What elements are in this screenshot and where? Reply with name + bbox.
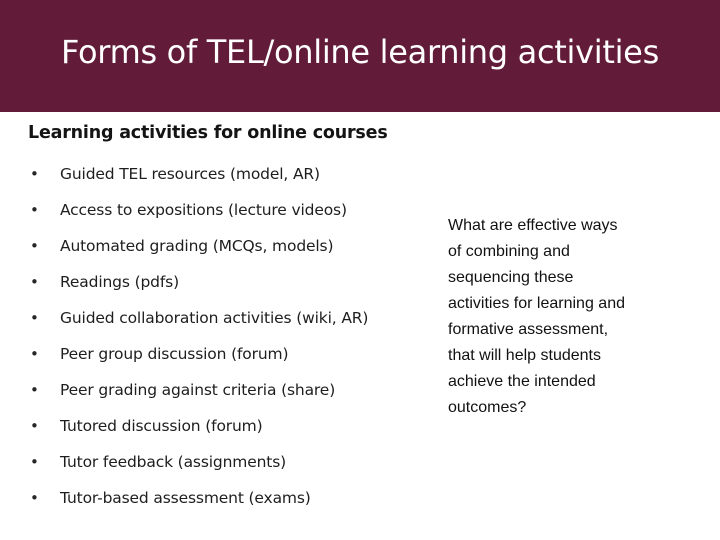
list-item (30, 444, 368, 480)
slide-title: Forms of TEL/online learning activities (61, 33, 659, 71)
section-heading: Learning activities for online courses (28, 123, 388, 143)
list-item-text: Tutor-based assessment (exams) (60, 489, 311, 507)
list-item (30, 336, 368, 372)
list-item (30, 156, 368, 192)
title-bar (0, 0, 720, 112)
list-item-text: Tutored discussion (forum) (60, 417, 263, 435)
list-item (30, 264, 368, 300)
bullet-icon: • (30, 201, 39, 219)
bullet-icon: • (30, 345, 39, 363)
side-question-line: formative assessment, (448, 321, 609, 338)
list-item-text: Peer grading against criteria (share) (60, 381, 336, 399)
bullet-icon: • (30, 237, 39, 255)
bullet-icon: • (30, 273, 39, 291)
list-item-text: Tutor feedback (assignments) (60, 453, 287, 471)
list-item-text: Guided TEL resources (model, AR) (60, 165, 320, 183)
bullet-icon: • (30, 165, 39, 183)
bullet-icon: • (30, 309, 39, 327)
list-item-text: Guided collaboration activities (wiki, AR) (60, 309, 369, 327)
side-question-line: outcomes? (448, 399, 527, 416)
bullet-icon: • (30, 453, 39, 471)
list-item (30, 192, 368, 228)
side-question-line: achieve the intended (448, 373, 596, 390)
side-question-line: of combining and (448, 243, 570, 260)
side-question (448, 213, 688, 421)
list-item (30, 228, 368, 264)
list-item (30, 408, 368, 444)
side-question-line: that will help students (448, 347, 601, 364)
list-item (30, 300, 368, 336)
activity-list (30, 156, 368, 516)
list-item (30, 480, 368, 516)
list-item-text: Automated grading (MCQs, models) (60, 237, 334, 255)
bullet-icon: • (30, 489, 39, 507)
side-question-line: What are effective ways (448, 217, 618, 234)
side-question-line: sequencing these (448, 269, 574, 286)
list-item-text: Access to expositions (lecture videos) (60, 201, 347, 219)
list-item-text: Peer group discussion (forum) (60, 345, 289, 363)
list-item (30, 372, 368, 408)
list-item-text: Readings (pdfs) (60, 273, 179, 291)
side-question-line: activities for learning and (448, 295, 625, 312)
bullet-icon: • (30, 381, 39, 399)
bullet-icon: • (30, 417, 39, 435)
